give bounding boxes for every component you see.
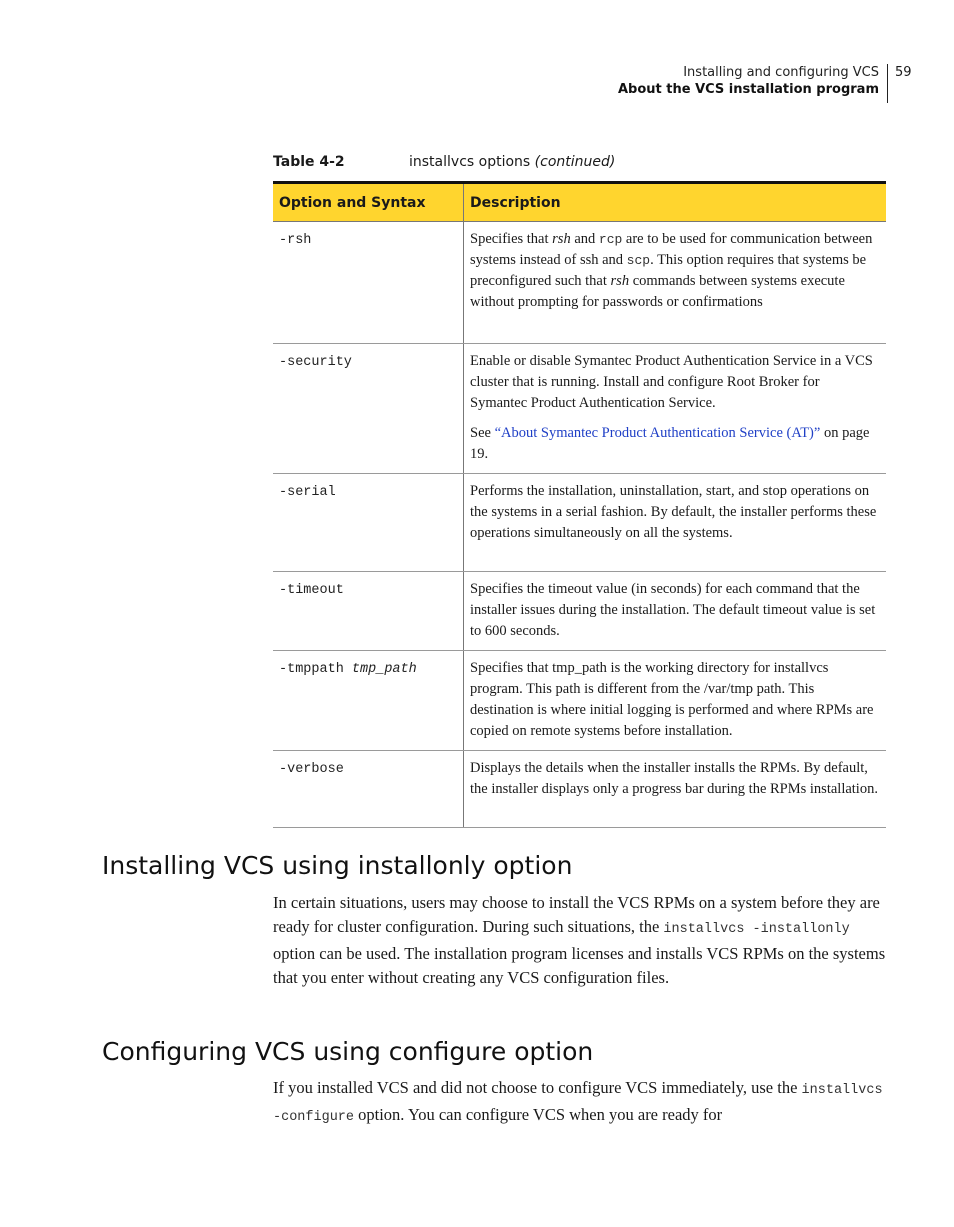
table-caption — [273, 153, 886, 171]
table-number: Table 4-2 — [273, 154, 345, 170]
cross-reference-link[interactable]: “About Symantec Product Authentication Service (AT)” — [494, 425, 821, 441]
option-security: -security — [273, 344, 464, 474]
table-row — [273, 344, 886, 474]
table-row — [273, 474, 886, 572]
heading-installonly: Installing VCS using installonly option — [102, 851, 573, 880]
option-argument: tmp_path — [351, 662, 417, 677]
code-configure: installvcs -configure — [273, 1083, 883, 1125]
column-header-description: Description — [464, 183, 887, 222]
description-serial: Performs the installation, uninstallation, start, and stop operations on the systems in a serial fashion. By default, the installer performs these operations simultaneously on all the systems. — [464, 474, 887, 572]
table-header-row — [273, 183, 886, 222]
chapter-title: Installing and configuring VCS — [683, 65, 879, 80]
header-divider — [887, 64, 888, 103]
table-row — [273, 751, 886, 828]
table-continued: (continued) — [534, 154, 616, 170]
description-verbose: Displays the details when the installer installs the RPMs. By default, the installer displays only a progress bar during the RPMs installation. — [464, 751, 887, 828]
option-rsh: -rsh — [273, 222, 464, 344]
option-timeout: -timeout — [273, 572, 464, 651]
table-title: installvcs options — [409, 154, 531, 170]
page-number: 59 — [895, 65, 912, 80]
description-timeout: Specifies the timeout value (in seconds) for each command that the installer issues during the installation. The default timeout value is set to 600 seconds. — [464, 572, 887, 651]
table-row — [273, 572, 886, 651]
table-row — [273, 222, 886, 344]
description-security: Enable or disable Symantec Product Authentication Service in a VCS cluster that is running. Install and configure Root Broker for Symantec Product Authentication Service. See “About Symantec Product Authentication Service (AT)” on page 19. — [464, 344, 887, 474]
running-header — [618, 64, 879, 98]
description-tmppath: Specifies that tmp_path is the working directory for installvcs program. This path is different from the /var/tmp path. This destination is where initial logging is performed and where RPMs are copied on remote systems before installation. — [464, 651, 887, 751]
option-tmppath: -tmppath tmp_path — [273, 651, 464, 751]
options-table — [273, 181, 886, 828]
option-verbose: -verbose — [273, 751, 464, 828]
table-row — [273, 651, 886, 751]
heading-configure: Configuring VCS using configure option — [102, 1037, 594, 1066]
option-serial: -serial — [273, 474, 464, 572]
column-header-option: Option and Syntax — [273, 183, 464, 222]
code-installonly: installvcs -installonly — [663, 922, 850, 937]
section-title: About the VCS installation program — [617, 82, 879, 97]
description-rsh: Specifies that rsh and rcp are to be used for communication between systems instead of ssh and scp. This option requires that systems be preconfigured such that rsh commands between systems execute without prompting for passwords or confirmations — [464, 222, 887, 344]
paragraph-installonly: In certain situations, users may choose to install the VCS RPMs on a system before they are ready for cluster configuration. During such situations, the installvcs -installonly option can be used. The installation program licenses and installs VCS RPMs on the systems that you enter without creating any VCS configuration files. — [273, 893, 886, 987]
paragraph-configure: If you installed VCS and did not choose to configure VCS immediately, use the installvcs -configure option. You can configure VCS when you are ready for — [273, 1078, 883, 1125]
